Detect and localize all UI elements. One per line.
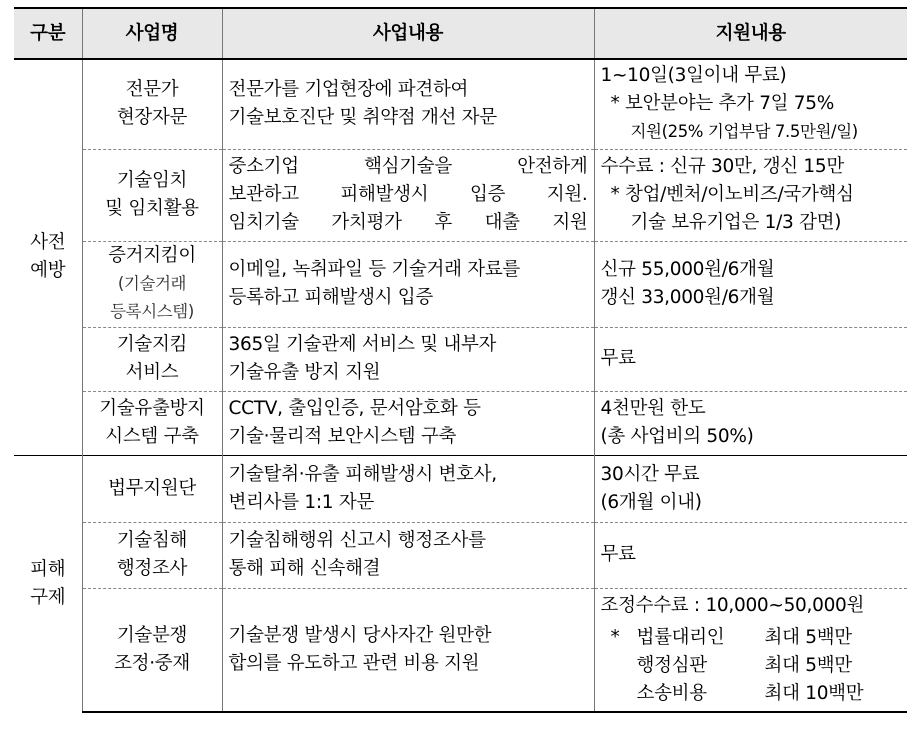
table-row <box>14 59 907 149</box>
program-content: 중소기업 핵심기술을 안전하게 보관하고 피해발생시 입증 지원. 임치기술 가치평가 후 대출 지원 <box>222 149 594 241</box>
program-content: 기술침해행위 신고시 행정조사를 통해 피해 신속해결 <box>222 522 594 588</box>
category-remedy: 피해 구제 <box>14 455 82 712</box>
table-row <box>14 149 907 241</box>
header-row <box>14 8 907 59</box>
header-program-content: 사업내용 <box>222 8 594 59</box>
header-program-name: 사업명 <box>82 8 222 59</box>
program-name: 기술지킴 서비스 <box>82 327 222 391</box>
support-details: 조정수수료 : 10,000~50,000원 * 법률대리인 최대 5백만 행정심판 최대 5백만 소송비용 최대 10백만 <box>594 588 907 712</box>
program-name: 증거지킴이 (기술거래 등록시스템) <box>82 241 222 327</box>
support-details: 신규 55,000원/6개월 갱신 33,000원/6개월 <box>594 241 907 327</box>
support-details: 수수료 : 신규 30만, 갱신 15만 * 창업/벤처/이노비즈/국가핵심 기술 보유기업은 1/3 감면) <box>594 149 907 241</box>
program-name: 기술침해 행정조사 <box>82 522 222 588</box>
support-programs-table <box>14 7 907 713</box>
table-row <box>14 588 907 712</box>
support-details: 1~10일(3일이내 무료) * 보안분야는 추가 7일 75% 지원(25% 기업부담 7.5만원/일) <box>594 59 907 149</box>
table-row <box>14 522 907 588</box>
program-name: 기술분쟁 조정·중재 <box>82 588 222 712</box>
program-content: 이메일, 녹취파일 등 기술거래 자료를 등록하고 피해발생시 입증 <box>222 241 594 327</box>
table-row <box>14 391 907 455</box>
support-details: 무료 <box>594 522 907 588</box>
program-content: 기술탈취·유출 피해발생시 변호사, 변리사를 1:1 자문 <box>222 455 594 522</box>
program-content: CCTV, 출입인증, 문서암호화 등 기술·물리적 보안시스템 구축 <box>222 391 594 455</box>
program-name: 법무지원단 <box>82 455 222 522</box>
program-content: 전문가를 기업현장에 파견하여 기술보호진단 및 취약점 개선 자문 <box>222 59 594 149</box>
program-name: 기술유출방지 시스템 구축 <box>82 391 222 455</box>
table-row <box>14 455 907 522</box>
table-row <box>14 327 907 391</box>
program-content: 기술분쟁 발생시 당사자간 원만한 합의를 유도하고 관련 비용 지원 <box>222 588 594 712</box>
category-prevention: 사전 예방 <box>30 232 66 282</box>
support-item: * 법률대리인 최대 5백만 <box>610 626 852 648</box>
header-support-details: 지원내용 <box>594 8 907 59</box>
header-category: 구분 <box>14 8 82 59</box>
support-item: 행정심판 최대 5백만 <box>636 654 852 676</box>
program-content: 365일 기술관제 서비스 및 내부자 기술유출 방지 지원 <box>222 327 594 391</box>
support-details: 30시간 무료 (6개월 이내) <box>594 455 907 522</box>
program-name: 기술임치 및 임치활용 <box>82 149 222 241</box>
program-name: 전문가 현장자문 <box>82 59 222 149</box>
table-row <box>14 241 907 327</box>
support-details: 4천만원 한도 (총 사업비의 50%) <box>594 391 907 455</box>
support-item: 소송비용 최대 10백만 <box>636 682 864 704</box>
support-details: 무료 <box>594 327 907 391</box>
